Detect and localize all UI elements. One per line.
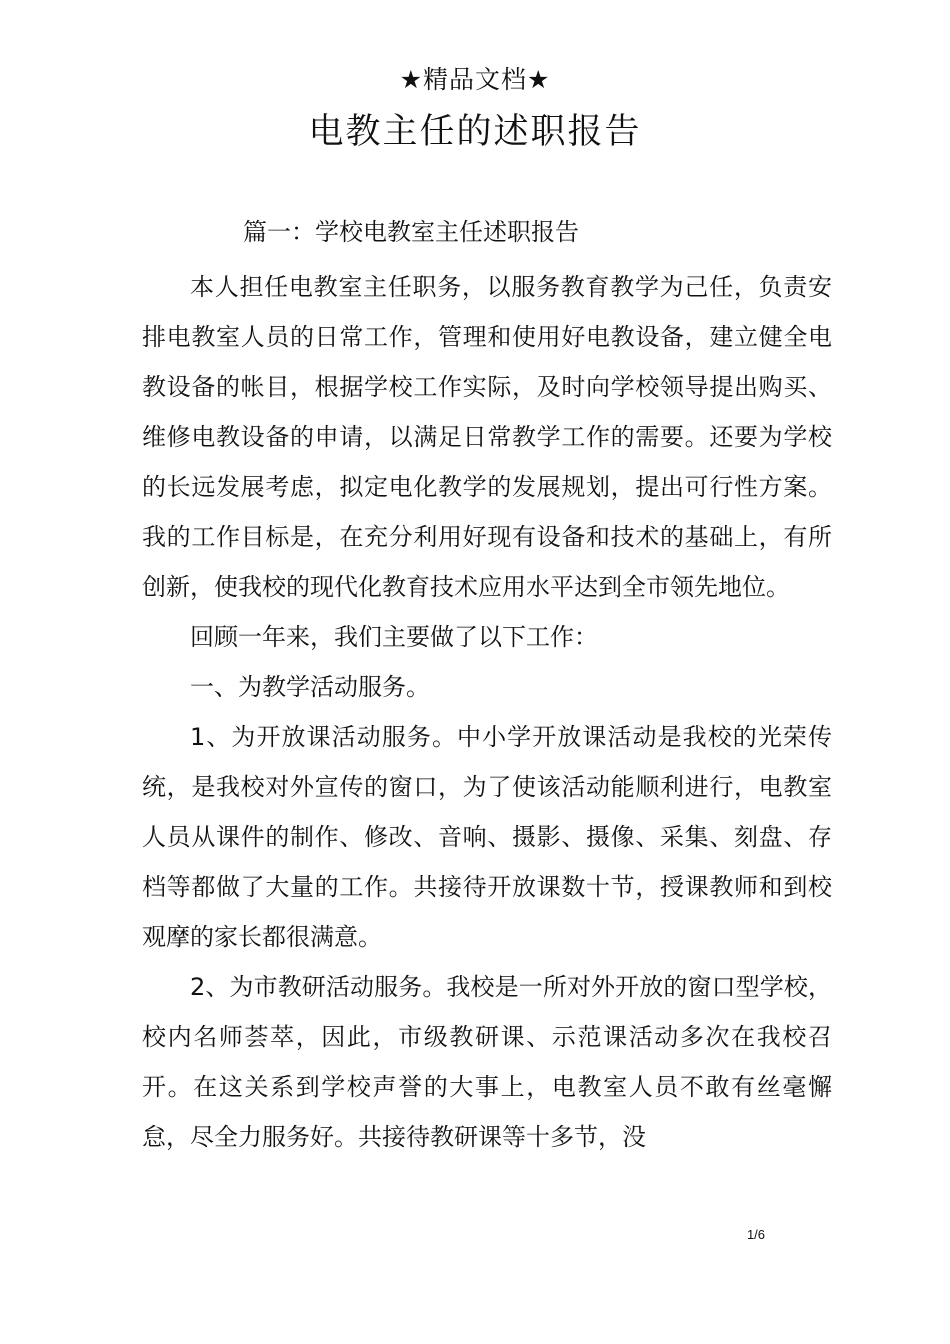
document-title: 电教主任的述职报告 — [308, 112, 642, 152]
paragraph: 1、为开放课活动服务。中小学开放课活动是我校的光荣传统，是我校对外宣传的窗口，为了使该活动能顺利进行，电教室人员从课件的制作、修改、音响、摄影、摄像、采集、刻盘、存档等都做了大量的工作。共接待开放课数十节，授课教师和到校观摩的家长都很满意。 — [142, 723, 832, 951]
paragraph: 本人担任电教室主任职务，以服务教育教学为己任，负责安排电教室人员的日常工作，管理和使用好电教设备，建立健全电教设备的帐目，根据学校工作实际，及时向学校领导提出购买、维修电教设备的申请，以满足日常教学工作的需要。还要为学校的长远发展考虑，拟定电化教学的发展规划，提出可行性方案。我的工作目标是，在充分利用好现有设备和技术的基础上，有所创新，使我校的现代化教育技术应用水平达到全市领先地位。 — [142, 273, 832, 601]
paragraph: 回顾一年来，我们主要做了以下工作： — [190, 623, 598, 651]
paragraph: 2、为市教研活动服务。我校是一所对外开放的窗口型学校，校内名师荟萃，因此，市级教研课、示范课活动多次在我校召开。在这关系到学校声誉的大事上，电教室人员不敢有丝毫懈怠，尽全力服务好。共接待教研课等十多节，没 — [142, 973, 832, 1151]
document-body — [142, 262, 832, 1162]
page-number: 1/6 — [746, 1227, 766, 1242]
paragraph: 一、为教学活动服务。 — [190, 673, 430, 701]
header-tag: ★精品文档★ — [399, 65, 551, 94]
section-heading: 篇一：学校电教室主任述职报告 — [243, 218, 579, 246]
